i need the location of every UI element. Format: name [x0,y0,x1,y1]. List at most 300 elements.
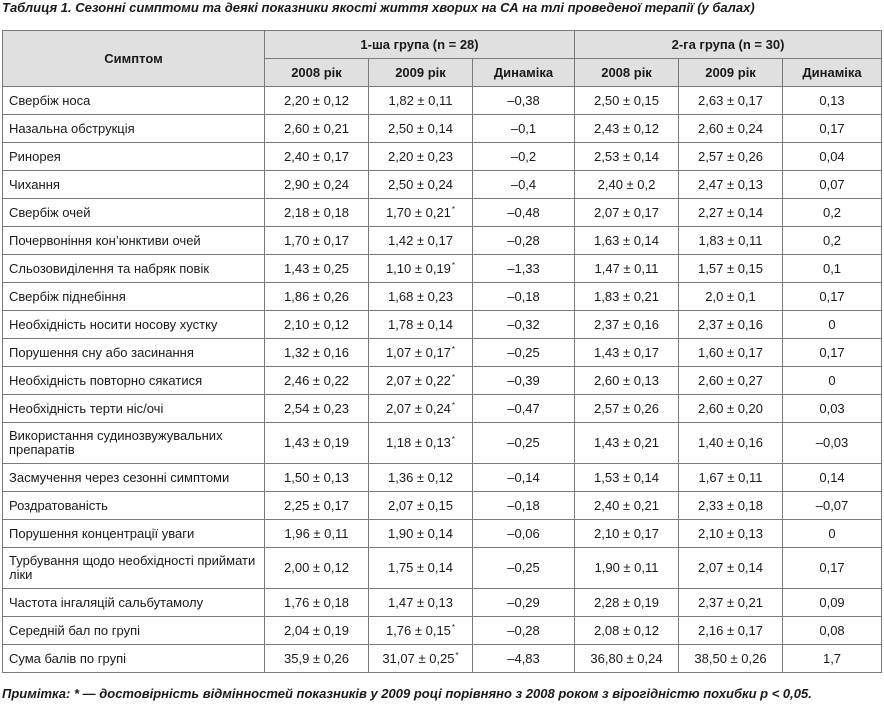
symptom-cell-text: Засмучення через сезонні симптоми [9,469,230,485]
g1-2009-cell [369,395,473,423]
g2-dynamics-cell [783,464,882,492]
g1-2009-cell [369,199,473,227]
g1-2008-cell [265,367,369,395]
g2-2009-cell-text: 2,07 ± 0,14 [698,560,763,575]
symptom-cell [3,367,265,395]
g2-2009-cell-text: 2,47 ± 0,13 [698,176,763,192]
g1-2008-cell [265,423,369,464]
significance-mark: * [451,400,456,410]
g2-dynamics-cell-text: 0 [828,525,836,541]
g2-dynamics-cell [783,367,882,395]
g1-dynamics-cell [473,143,575,171]
g2-dynamics-cell-text: 0,2 [822,232,842,248]
g1-2008-cell-text: 2,10 ± 0,12 [284,316,349,332]
g1-2008-cell-text: 2,04 ± 0,19 [284,622,349,638]
table-row [3,255,882,283]
symptom-cell-text: Сума балів по групі [9,650,127,666]
g2-2008-cell [575,115,679,143]
g2-dynamics-cell [783,227,882,255]
g2-dynamics-cell-text: 0,17 [819,288,845,304]
header-g1-2008: 2008 рік [265,59,369,87]
g2-2009-cell [679,227,783,255]
g2-2009-cell [679,589,783,617]
table-row [3,492,882,520]
g2-dynamics-cell [783,645,882,673]
symptom-cell [3,283,265,311]
g1-2008-cell [265,143,369,171]
g1-dynamics-cell [473,227,575,255]
significance-mark: * [451,204,456,214]
g2-2008-cell-text: 2,40 ± 0,21 [594,497,659,513]
g2-2008-cell-text: 2,28 ± 0,19 [594,594,659,610]
g1-dynamics-cell [473,367,575,395]
g1-2008-cell [265,227,369,255]
g1-2009-cell-text: 2,50 ± 0,24 [388,176,453,192]
g1-2008-cell [265,87,369,115]
g2-dynamics-cell [783,395,882,423]
g2-2008-cell-text: 1,53 ± 0,14 [594,469,659,485]
g1-2009-cell [369,492,473,520]
g2-2009-cell [679,548,783,589]
g2-2009-cell-text: 2,57 ± 0,26 [698,148,763,164]
g1-2008-cell-text: 2,00 ± 0,12 [284,560,349,575]
g1-dynamics-cell [473,589,575,617]
g1-dynamics-cell-text: –0,48 [507,204,540,220]
symptom-cell-text: Свербіж носа [9,92,91,108]
g1-dynamics-cell [473,255,575,283]
g1-dynamics-cell-text: –0,18 [507,288,540,304]
g1-dynamics-cell-text: –0,32 [507,316,540,332]
g2-2009-cell-text: 38,50 ± 0,26 [694,650,767,666]
g2-dynamics-cell-text: 0,14 [819,469,845,485]
symptom-cell [3,395,265,423]
g1-dynamics-cell-text: –0,25 [507,344,540,360]
g1-2009-cell-text: 1,68 ± 0,23 [388,288,453,304]
symptom-cell-text: Турбування щодо необхідності приймати ліки [9,553,256,582]
g2-dynamics-cell [783,87,882,115]
table-row [3,617,882,645]
g1-2009-cell [369,115,473,143]
g2-2009-cell-text: 1,57 ± 0,15 [698,260,763,276]
g1-2009-cell-text: 2,20 ± 0,23 [388,148,453,164]
significance-mark: * [455,650,459,660]
g1-dynamics-cell [473,311,575,339]
g1-dynamics-cell [473,645,575,673]
significance-mark: * [451,435,456,444]
g1-2009-cell-text: 2,07 ± 0,24 [385,400,451,416]
g2-2009-cell-text: 2,63 ± 0,17 [698,92,763,108]
header-g2-2008: 2008 рік [575,59,679,87]
g2-2008-cell-text: 1,90 ± 0,11 [594,560,659,575]
table-row [3,395,882,423]
symptom-cell [3,143,265,171]
g2-2009-cell [679,464,783,492]
g2-2008-cell [575,548,679,589]
symptom-cell-text: Порушення концентрації уваги [9,525,195,541]
g2-2008-cell [575,171,679,199]
g2-2009-cell-text: 2,0 ± 0,1 [705,288,756,304]
g2-2008-cell [575,87,679,115]
symptom-cell [3,464,265,492]
symptom-cell-text: Використання судинозвужувальних препаратів [9,428,223,457]
g2-2009-cell-text: 2,37 ± 0,21 [698,594,763,610]
g2-2009-cell [679,283,783,311]
table-row [3,227,882,255]
g1-2008-cell [265,492,369,520]
g2-2009-cell [679,87,783,115]
g1-2009-cell-text: 1,10 ± 0,19 [385,260,451,276]
symptom-cell-text: Необхідність терти ніс/очі [9,400,164,416]
g2-2009-cell [679,311,783,339]
significance-mark: * [451,372,456,382]
g1-2008-cell-text: 35,9 ± 0,26 [284,650,349,666]
symptom-cell [3,617,265,645]
g1-2009-cell-text: 1,90 ± 0,14 [388,525,453,541]
g1-2009-cell [369,283,473,311]
g2-2009-cell [679,617,783,645]
g1-2009-cell [369,464,473,492]
g2-2008-cell [575,311,679,339]
g1-dynamics-cell [473,283,575,311]
symptom-cell-text: Почервоніння кон’юнктиви очей [9,232,201,248]
g1-2008-cell [265,171,369,199]
g1-2009-cell [369,255,473,283]
table-row [3,645,882,673]
g2-2009-cell [679,143,783,171]
g1-dynamics-cell [473,464,575,492]
g2-2008-cell [575,339,679,367]
table-row [3,367,882,395]
g2-dynamics-cell-text: 0,2 [822,204,842,220]
g1-dynamics-cell [473,87,575,115]
g2-2008-cell [575,617,679,645]
g1-dynamics-cell [473,199,575,227]
g2-dynamics-cell [783,283,882,311]
g2-dynamics-cell [783,339,882,367]
g2-2008-cell-text: 2,10 ± 0,17 [594,525,659,541]
g1-2008-cell-text: 2,40 ± 0,17 [284,148,349,164]
g1-2009-cell [369,548,473,589]
g1-2008-cell [265,617,369,645]
g1-2008-cell [265,311,369,339]
g2-2009-cell [679,395,783,423]
symptom-cell-text: Свербіж піднебіння [9,288,126,304]
g2-dynamics-cell [783,199,882,227]
g2-2008-cell [575,143,679,171]
g1-dynamics-cell-text: –0,2 [510,148,537,164]
table-row [3,143,882,171]
g2-2008-cell [575,645,679,673]
header-g1-2009: 2009 рік [369,59,473,87]
significance-mark: * [451,344,456,354]
g2-dynamics-cell-text: 0,03 [819,400,845,416]
g1-2009-cell [369,367,473,395]
g2-2009-cell [679,492,783,520]
g2-2009-cell-text: 2,60 ± 0,27 [698,372,763,388]
g1-2009-cell [369,143,473,171]
g1-2009-cell [369,589,473,617]
table-row [3,589,882,617]
g2-dynamics-cell [783,492,882,520]
g1-2009-cell-text: 1,36 ± 0,12 [388,469,453,485]
g1-2008-cell-text: 2,18 ± 0,18 [284,204,349,220]
table-row [3,464,882,492]
header-g2-2009: 2009 рік [679,59,783,87]
g1-2008-cell-text: 1,70 ± 0,17 [284,232,349,248]
g2-2008-cell [575,367,679,395]
g1-2008-cell-text: 1,43 ± 0,25 [284,260,349,276]
g1-dynamics-cell [473,520,575,548]
g2-2009-cell-text: 2,60 ± 0,20 [698,400,763,416]
g2-2008-cell [575,423,679,464]
table-row [3,339,882,367]
g1-dynamics-cell-text: –0,1 [510,120,537,136]
g2-2008-cell-text: 2,60 ± 0,13 [594,372,659,388]
header-group2: 2-га група (n = 30) [575,31,882,59]
symptom-cell [3,115,265,143]
g1-2008-cell [265,283,369,311]
g2-2009-cell [679,255,783,283]
g2-2009-cell-text: 2,37 ± 0,16 [698,316,763,332]
g1-dynamics-cell [473,339,575,367]
symptom-cell [3,339,265,367]
g1-dynamics-cell-text: –0,06 [507,525,540,541]
g2-2009-cell-text: 2,33 ± 0,18 [698,497,763,513]
symptom-cell [3,87,265,115]
g1-2009-cell [369,617,473,645]
g2-2008-cell [575,492,679,520]
g1-2009-cell-text: 1,76 ± 0,15 [385,622,451,638]
g1-2008-cell-text: 1,96 ± 0,11 [284,525,349,541]
table-row [3,423,882,464]
g1-dynamics-cell-text: –4,83 [507,650,540,666]
g2-2008-cell [575,395,679,423]
g2-dynamics-cell-text: –0,07 [815,497,849,513]
g1-2009-cell-text: 1,82 ± 0,11 [388,92,453,108]
g2-dynamics-cell [783,589,882,617]
g2-2009-cell-text: 1,67 ± 0,11 [698,469,763,485]
g2-dynamics-cell-text: 0,08 [819,622,845,638]
g1-dynamics-cell-text: –0,4 [510,176,537,192]
g2-2009-cell [679,520,783,548]
g2-2009-cell [679,423,783,464]
symptom-cell [3,311,265,339]
g2-dynamics-cell-text: 0,17 [819,344,845,360]
header-g2-dynamics: Динаміка [783,59,882,87]
g2-2008-cell [575,199,679,227]
g1-dynamics-cell-text: –0,28 [507,232,540,248]
g1-dynamics-cell-text: –0,18 [507,497,540,513]
g2-2009-cell [679,367,783,395]
g2-2008-cell-text: 1,83 ± 0,21 [594,288,659,304]
header-group1: 1-ша група (n = 28) [265,31,575,59]
g1-2008-cell-text: 1,32 ± 0,16 [284,344,349,360]
g2-2009-cell [679,171,783,199]
g1-2008-cell-text: 1,76 ± 0,18 [284,594,349,610]
g2-2009-cell-text: 1,83 ± 0,11 [698,232,763,248]
g1-2008-cell [265,395,369,423]
symptom-cell [3,492,265,520]
g1-2008-cell-text: 2,20 ± 0,12 [284,92,349,108]
table-body [3,87,882,673]
g1-dynamics-cell [473,423,575,464]
g1-2009-cell-text: 2,07 ± 0,22 [385,372,451,388]
g2-2008-cell-text: 36,80 ± 0,24 [590,650,663,666]
g1-2009-cell-text: 1,07 ± 0,17 [385,344,451,360]
g1-2009-cell [369,520,473,548]
g1-2008-cell-text: 1,50 ± 0,13 [284,469,349,485]
g1-2008-cell [265,548,369,589]
g1-2008-cell [265,464,369,492]
g1-2009-cell-text: 1,75 ± 0,14 [388,560,453,575]
g2-2008-cell [575,255,679,283]
g1-2009-cell-text: 1,70 ± 0,21 [385,204,451,220]
g1-2008-cell-text: 2,54 ± 0,23 [284,400,349,416]
symptom-cell [3,589,265,617]
g2-2008-cell-text: 1,43 ± 0,17 [594,344,659,360]
g1-2009-cell-text: 1,78 ± 0,14 [388,316,453,332]
symptom-cell-text: Порушення сну або засинання [9,344,194,360]
symptom-cell-text: Чихання [9,176,60,192]
g1-2008-cell [265,115,369,143]
g2-dynamics-cell-text: 0 [828,316,836,332]
symptom-cell [3,227,265,255]
g1-2008-cell-text: 1,86 ± 0,26 [284,288,349,304]
significance-mark: * [451,622,456,632]
g2-dynamics-cell [783,143,882,171]
g2-2009-cell [679,339,783,367]
g1-dynamics-cell [473,171,575,199]
g2-dynamics-cell-text: 0,07 [819,176,845,192]
g2-2008-cell-text: 2,53 ± 0,14 [594,148,659,164]
g2-2009-cell [679,645,783,673]
g1-2009-cell [369,87,473,115]
g2-2008-cell-text: 2,37 ± 0,16 [594,316,659,332]
g1-2008-cell [265,199,369,227]
g2-2008-cell-text: 2,57 ± 0,26 [594,400,659,416]
g1-dynamics-cell-text: –0,25 [507,435,540,450]
g2-dynamics-cell-text: –0,03 [815,435,849,450]
g2-dynamics-cell [783,255,882,283]
g1-2008-cell-text: 2,25 ± 0,17 [284,497,349,513]
g2-2008-cell-text: 2,08 ± 0,12 [594,622,659,638]
g1-dynamics-cell-text: –0,14 [507,469,540,485]
symptom-cell-text: Свербіж очей [9,204,91,220]
g1-2008-cell-text: 2,60 ± 0,21 [284,120,349,136]
g2-2008-cell [575,589,679,617]
g2-dynamics-cell-text: 0,1 [822,260,842,276]
data-table [2,30,882,673]
g2-2008-cell [575,464,679,492]
g1-dynamics-cell-text: –0,39 [507,372,540,388]
g1-2009-cell-text: 2,07 ± 0,15 [388,497,453,513]
g2-2008-cell-text: 1,43 ± 0,21 [594,435,659,450]
g2-dynamics-cell-text: 0,13 [819,92,845,108]
g2-2009-cell [679,199,783,227]
symptom-cell [3,171,265,199]
g2-dynamics-cell-text: 0,04 [819,148,845,164]
g2-dynamics-cell-text: 1,7 [822,650,842,666]
g1-2009-cell [369,311,473,339]
g2-dynamics-cell-text: 0,17 [819,120,845,136]
table-row [3,283,882,311]
table-row [3,171,882,199]
g2-dynamics-cell-text: 0 [828,372,836,388]
g1-2008-cell [265,589,369,617]
g1-2009-cell-text: 31,07 ± 0,25 [382,650,455,666]
table-row [3,548,882,589]
header-symptom: Симптом [3,31,265,87]
g2-2009-cell-text: 2,27 ± 0,14 [698,204,763,220]
symptom-cell [3,255,265,283]
table-row [3,311,882,339]
g2-dynamics-cell [783,311,882,339]
symptom-cell-text: Назальна обструкція [9,120,135,136]
symptom-cell-text: Необхідність носити носову хустку [9,316,218,332]
g1-dynamics-cell [473,492,575,520]
g2-dynamics-cell [783,423,882,464]
g2-2009-cell-text: 1,40 ± 0,16 [698,435,763,450]
g1-dynamics-cell-text: –0,25 [507,560,540,575]
g2-dynamics-cell-text: 0,17 [819,560,845,575]
g2-2008-cell-text: 2,07 ± 0,17 [594,204,659,220]
symptom-cell [3,423,265,464]
g1-2008-cell [265,520,369,548]
g2-dynamics-cell-text: 0,09 [819,594,845,610]
g1-dynamics-cell-text: –1,33 [507,260,540,276]
g1-2008-cell-text: 2,46 ± 0,22 [284,372,349,388]
g1-dynamics-cell-text: –0,47 [507,400,540,416]
g1-2008-cell-text: 2,90 ± 0,24 [284,176,349,192]
g1-dynamics-cell [473,395,575,423]
g2-2008-cell-text: 1,63 ± 0,14 [594,232,659,248]
g1-2009-cell-text: 2,50 ± 0,14 [388,120,453,136]
g2-2008-cell [575,227,679,255]
g1-2009-cell-text: 1,47 ± 0,13 [388,594,453,610]
significance-mark: * [451,260,456,270]
g2-2009-cell-text: 2,16 ± 0,17 [698,622,763,638]
g1-dynamics-cell-text: –0,28 [507,622,540,638]
g1-2009-cell [369,645,473,673]
g1-dynamics-cell [473,617,575,645]
g2-dynamics-cell [783,171,882,199]
table-caption: Таблиця 1. Сезонні симптоми та деякі показники якості життя хворих на СА на тлі проведеної терапії (у балах) [2,0,755,15]
symptom-cell [3,520,265,548]
g2-2008-cell-text: 2,40 ± 0,2 [597,176,656,192]
g1-2009-cell [369,227,473,255]
g1-2008-cell-text: 1,43 ± 0,19 [284,435,349,450]
symptom-cell [3,548,265,589]
g1-2009-cell [369,423,473,464]
g2-dynamics-cell [783,617,882,645]
g2-2009-cell-text: 2,60 ± 0,24 [698,120,763,136]
symptom-cell-text: Сльозовиділення та набряк повік [9,260,210,276]
g1-2009-cell [369,171,473,199]
g2-dynamics-cell [783,548,882,589]
symptom-cell-text: Ринорея [9,148,61,164]
symptom-cell-text: Частота інгаляцій сальбутамолу [9,594,204,610]
g1-2008-cell [265,645,369,673]
header-g1-dynamics: Динаміка [473,59,575,87]
symptom-cell-text: Середній бал по групі [9,622,141,638]
symptom-cell [3,645,265,673]
g2-2009-cell-text: 1,60 ± 0,17 [698,344,763,360]
g1-dynamics-cell-text: –0,29 [507,594,540,610]
table-row [3,520,882,548]
g1-dynamics-cell [473,115,575,143]
table-footnote: Примітка: * — достовірність відмінностей показників у 2009 році порівняно з 2008 роком з вірогідністю похибки р < 0,05. [2,686,812,701]
g2-2008-cell-text: 2,43 ± 0,12 [594,120,659,136]
